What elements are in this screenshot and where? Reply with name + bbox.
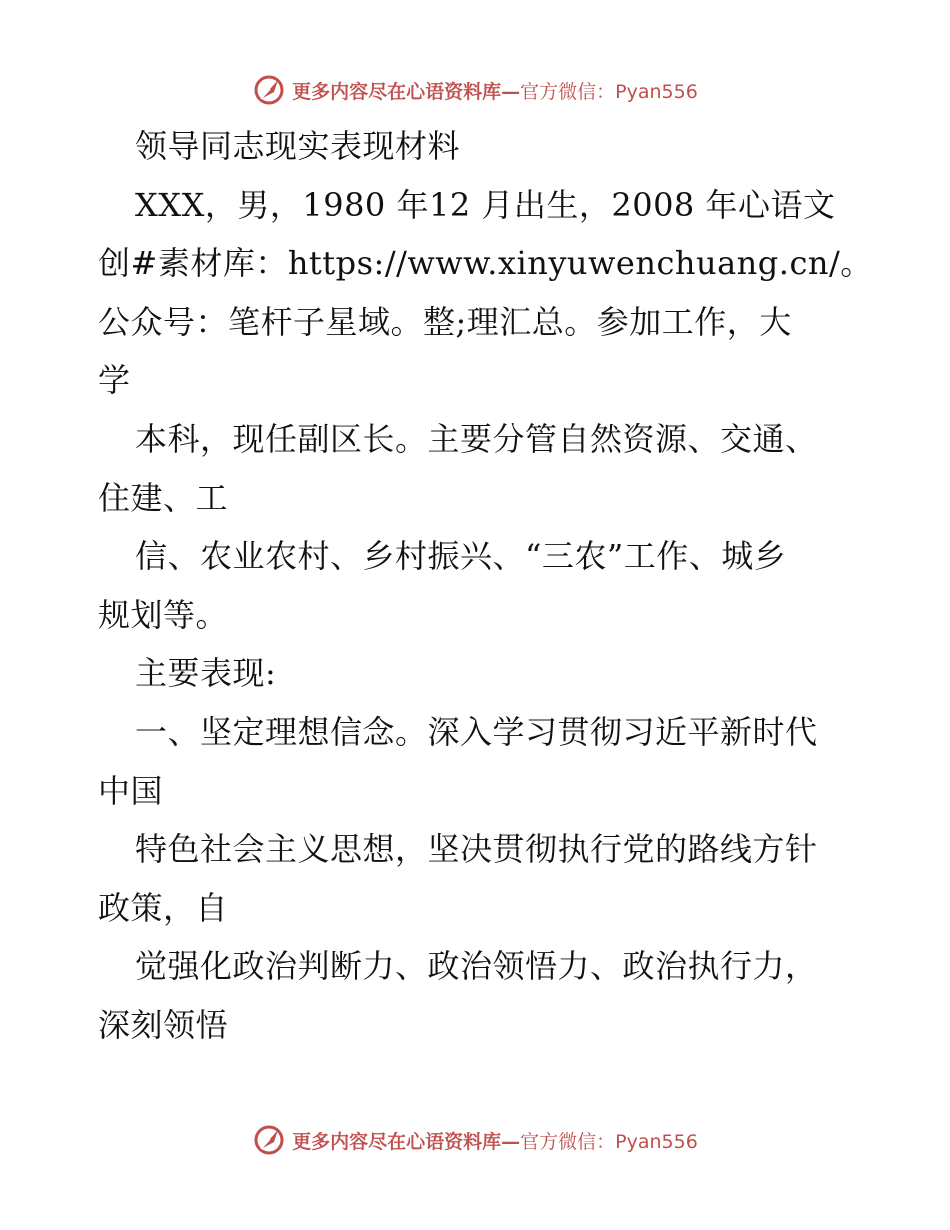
watermark-separator: — [501, 1130, 521, 1153]
document-line: 本科，现任副区长。主要分管自然资源、交通、 [135, 419, 818, 458]
document-line: XXX，男，1980 年12 月出生，2008 年心语文 [135, 185, 836, 224]
document-line: 主要表现: [135, 654, 277, 693]
document-line: 学 [98, 361, 131, 400]
document-line: 领导同志现实表现材料 [135, 127, 461, 165]
watermark-separator: — [501, 80, 521, 103]
quill-logo-icon [252, 73, 286, 107]
document-line: 中国 [98, 771, 164, 810]
document-line: 公众号：笔杆子星域。整;理汇总。参加工作，大 [98, 302, 792, 341]
header-watermark [0, 70, 950, 110]
document-line: 创#素材库：https://www.xinyuwenchuang.cn/。 [98, 244, 873, 283]
document-line: 特色社会主义思想，坚决贯彻执行党的路线方针 [135, 830, 818, 869]
quill-logo-icon [252, 1123, 286, 1157]
document-line: 规划等。 [98, 595, 229, 634]
document-body [98, 117, 873, 1055]
footer-watermark [0, 1120, 950, 1160]
document-line: 住建、工 [98, 478, 229, 517]
document-line: 政策，自 [98, 888, 229, 927]
watermark-brand: 更多内容尽在心语资料库 [292, 1130, 502, 1153]
watermark-brand: 更多内容尽在心语资料库 [292, 80, 502, 103]
watermark-wechat: 官方微信：Pyan556 [520, 1130, 698, 1153]
document-line: 一、坚定理想信念。深入学习贯彻习近平新时代 [135, 712, 818, 751]
watermark-wechat: 官方微信：Pyan556 [520, 80, 698, 103]
document-line: 深刻领悟 [98, 1005, 229, 1044]
document-line: 信、农业农村、乡村振兴、“三农”工作、城乡 [135, 537, 787, 576]
document-line: 觉强化政治判断力、政治领悟力、政治执行力， [135, 947, 818, 986]
